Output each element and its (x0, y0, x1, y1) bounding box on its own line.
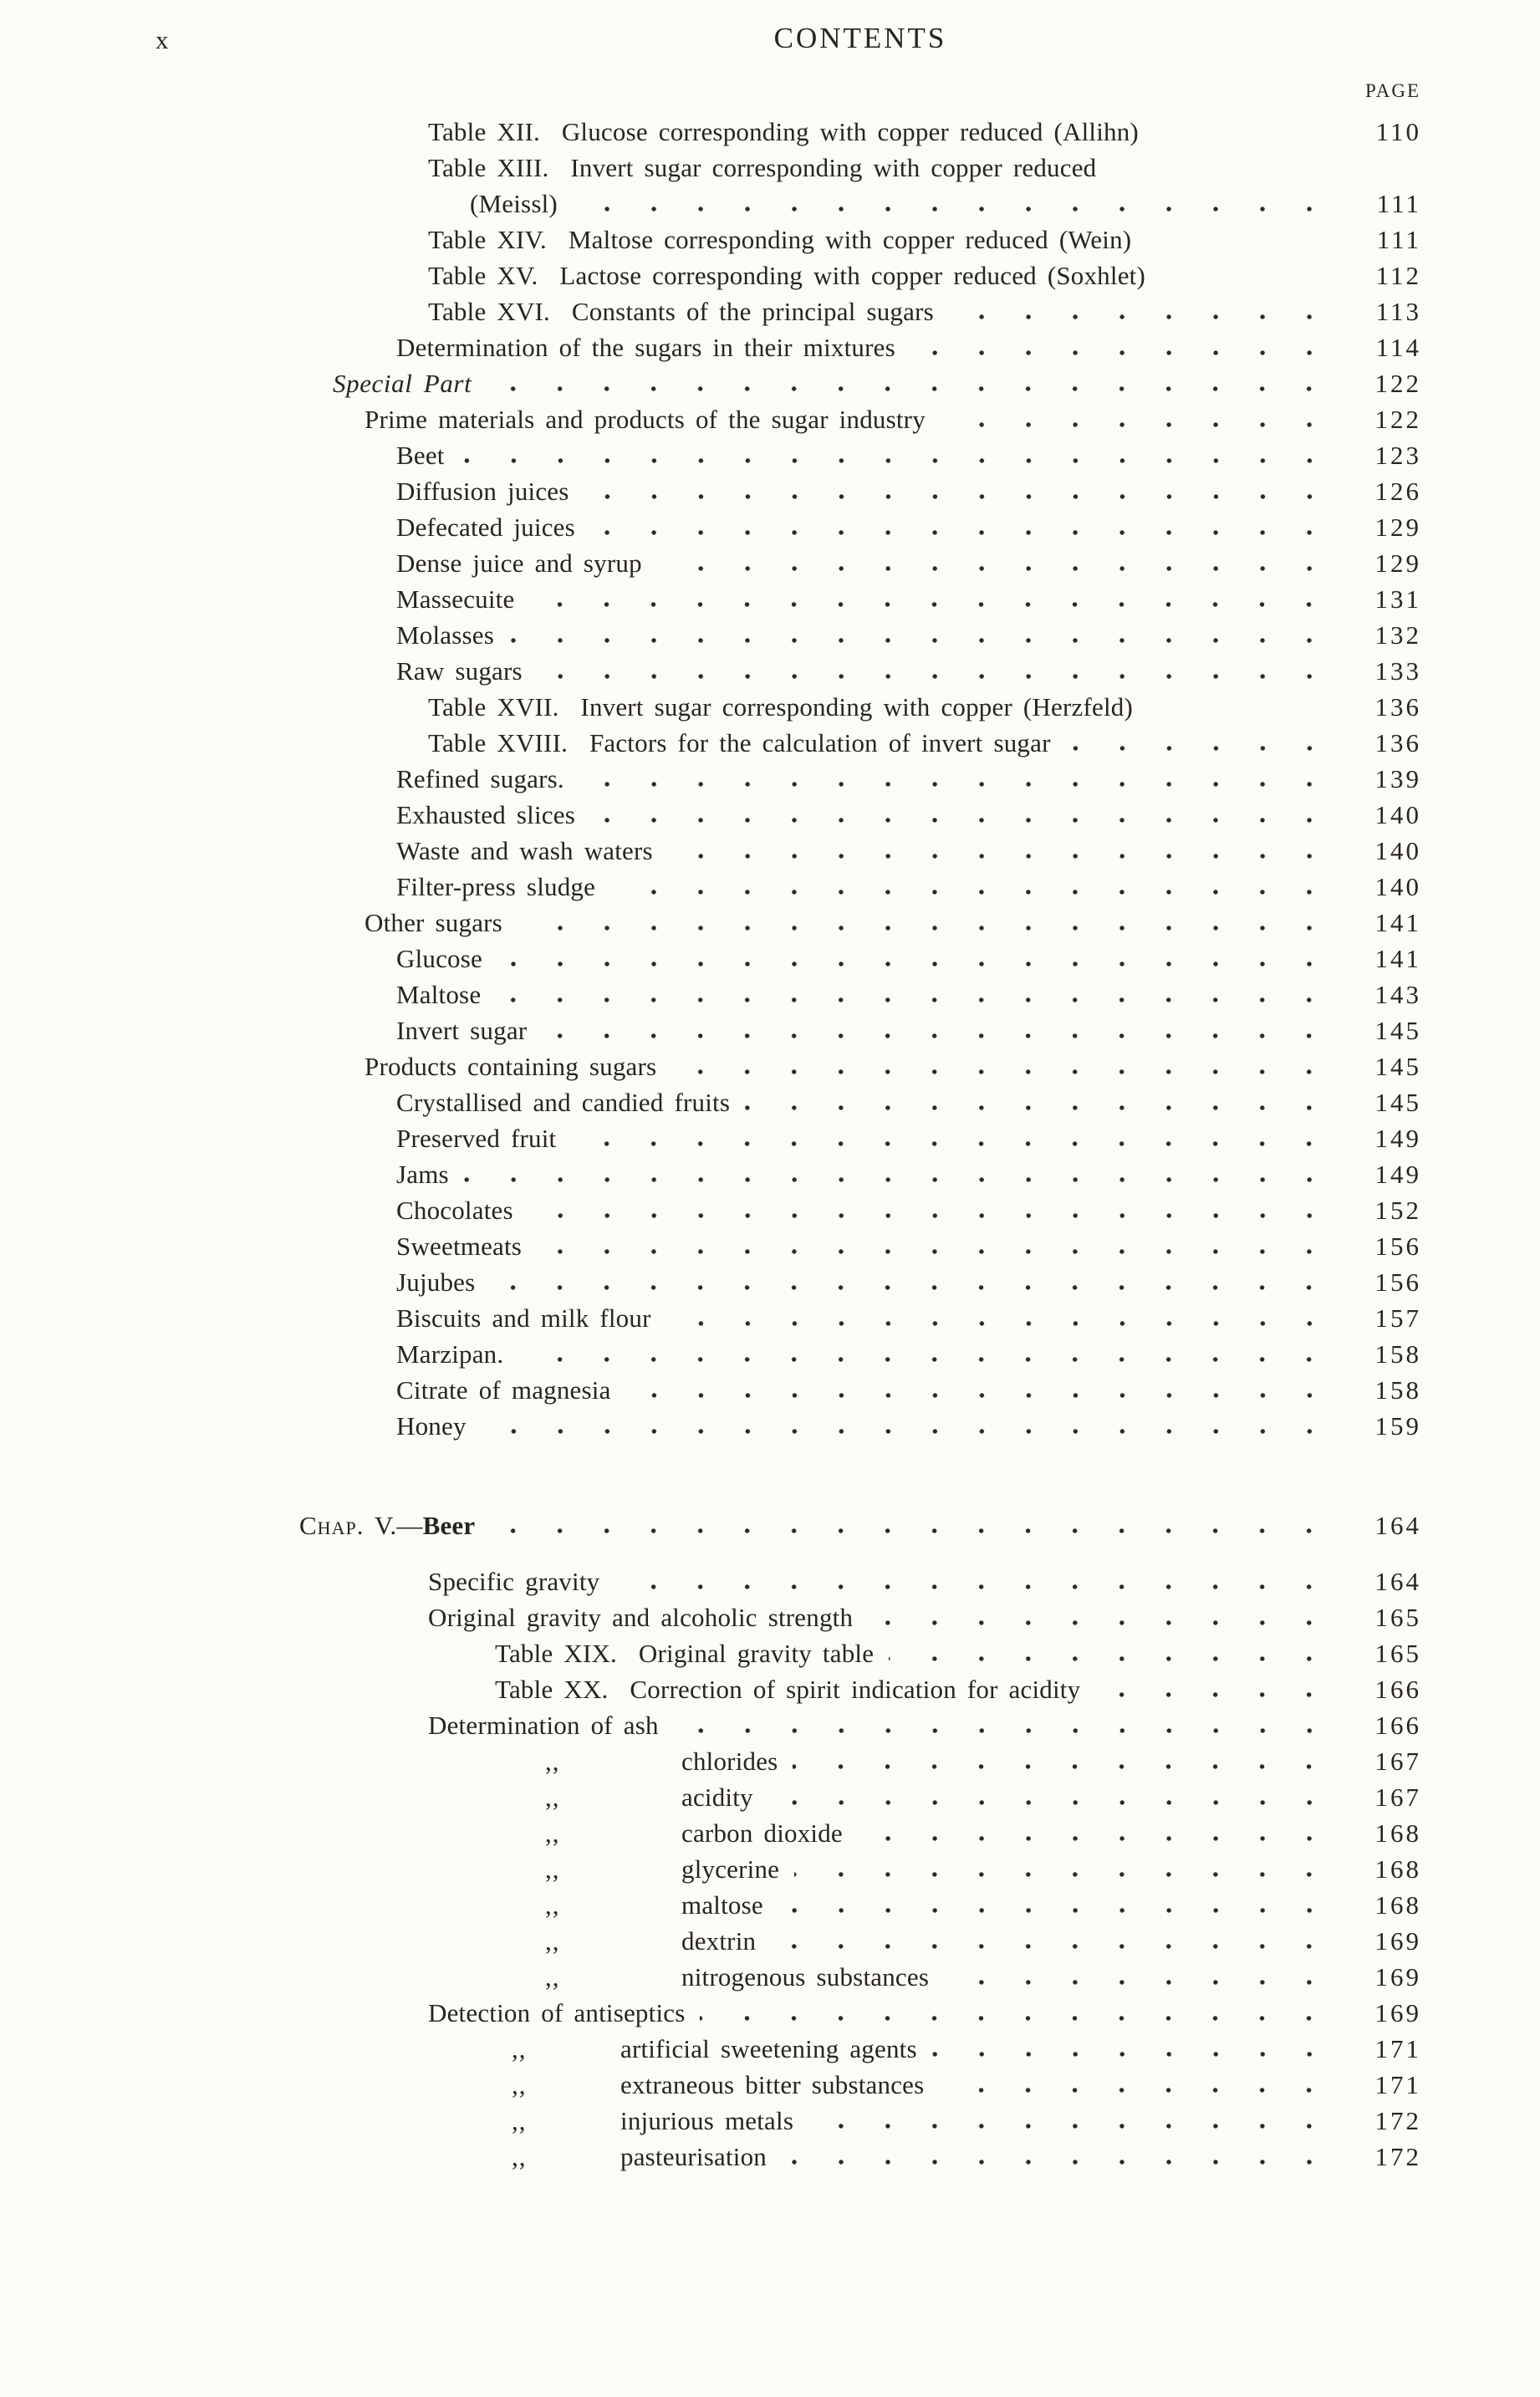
dot-leader (518, 925, 1333, 931)
entry-label: (Meissl) (470, 189, 558, 218)
dot-leader (768, 1799, 1333, 1806)
toc-entry (0, 1339, 1540, 1375)
toc-entry (0, 656, 1540, 692)
dot-leader (1066, 745, 1333, 752)
dot-leader (529, 601, 1333, 608)
entry-label: Detection of antiseptics (428, 1998, 686, 2027)
ditto-mark: ,, (545, 1890, 560, 1920)
entry-page: 133 (1374, 656, 1421, 686)
entry-page: 152 (1374, 1196, 1421, 1225)
entry-page: 129 (1374, 548, 1421, 578)
toc-entry (0, 2106, 1540, 2142)
toc-entry (0, 1016, 1540, 1052)
entry-page: 140 (1374, 872, 1421, 901)
entry-page: 145 (1374, 1016, 1421, 1045)
toc-list (0, 117, 1540, 2178)
toc-entry (0, 800, 1540, 836)
toc-entry (0, 1511, 1540, 1547)
dot-leader (939, 2087, 1333, 2094)
toc-entry (0, 836, 1540, 872)
ditto-mark: ,, (512, 2070, 527, 2099)
entry-page: 156 (1374, 1267, 1421, 1297)
entry-label: Molasses (396, 620, 494, 650)
entry-label-run: V.— (364, 1511, 423, 1540)
entry-page: 168 (1374, 1818, 1421, 1848)
entry-label: Specific gravity (428, 1567, 600, 1596)
entry-page: 123 (1374, 441, 1421, 470)
dot-leader (487, 385, 1333, 392)
entry-page: 149 (1374, 1160, 1421, 1189)
entry-page: 172 (1374, 2142, 1421, 2171)
entry-page: 113 (1375, 297, 1421, 326)
entry-page: 157 (1374, 1303, 1421, 1333)
entry-page: 165 (1374, 1639, 1421, 1668)
entry-label: carbon dioxide (681, 1818, 843, 1848)
entry-label: Diffusion juices (396, 477, 569, 506)
entry-page: 114 (1375, 333, 1421, 362)
toc-entry (0, 1303, 1540, 1339)
toc-entry (0, 153, 1540, 189)
entry-label: injurious metals (620, 2106, 794, 2135)
toc-entry (0, 872, 1540, 908)
toc-entry (0, 1998, 1540, 2034)
entry-page: 172 (1374, 2106, 1421, 2135)
dot-leader (482, 1428, 1333, 1435)
entry-page: 112 (1375, 261, 1421, 290)
entry-label: Maltose (396, 980, 482, 1009)
toc-entry (0, 2070, 1540, 2106)
dot-leader (745, 1104, 1333, 1111)
entry-page: 122 (1374, 405, 1421, 434)
toc-entry (0, 333, 1540, 369)
entry-page: 159 (1374, 1411, 1421, 1441)
dot-leader (808, 2123, 1333, 2129)
dot-leader (657, 565, 1333, 572)
dot-leader (700, 2015, 1333, 2022)
dot-leader (941, 421, 1333, 428)
toc-entry (0, 620, 1540, 656)
dot-leader (944, 1979, 1333, 1986)
entry-page: 145 (1374, 1052, 1421, 1081)
toc-entry (0, 1567, 1540, 1603)
entry-label: Table XIV. Maltose corresponding with copper reduced (Wein) (428, 225, 1132, 254)
dot-leader (889, 1655, 1333, 1662)
toc-entry (0, 1232, 1540, 1267)
dot-leader (509, 637, 1333, 644)
ditto-mark: ,, (512, 2106, 527, 2135)
toc-entry (0, 441, 1540, 477)
dot-leader (460, 457, 1333, 464)
entry-label: Raw sugars (396, 656, 523, 686)
dot-leader (590, 529, 1333, 536)
toc-entry (0, 548, 1540, 584)
entry-page: 158 (1374, 1339, 1421, 1369)
entry-label: Biscuits and milk flour (396, 1303, 651, 1333)
dot-leader (528, 1212, 1333, 1219)
entry-page: 158 (1374, 1375, 1421, 1405)
entry-label: Filter-press sludge (396, 872, 596, 901)
toc-entry (0, 1088, 1540, 1124)
toc-entry (0, 1782, 1540, 1818)
page-column-label: PAGE (1365, 80, 1420, 101)
entry-label: artificial sweetening agents (620, 2034, 917, 2063)
toc-entry (0, 1890, 1540, 1926)
entry-label: Prime materials and products of the sugar industry (365, 405, 926, 434)
entry-label: Refined sugars. (396, 764, 564, 793)
toc-entry (0, 1926, 1540, 1962)
entry-page: 111 (1376, 225, 1421, 254)
toc-entry (0, 1962, 1540, 1998)
dot-leader (674, 1727, 1333, 1734)
ditto-mark: ,, (545, 1854, 560, 1884)
entry-page: 156 (1374, 1232, 1421, 1261)
dot-leader (496, 997, 1333, 1003)
entry-label: Preserved fruit (396, 1124, 557, 1153)
toc-entry (0, 513, 1540, 548)
dot-leader (590, 817, 1333, 824)
ditto-mark: ,, (545, 1926, 560, 1956)
dot-leader (671, 1068, 1333, 1075)
entry-label: Glucose (396, 944, 482, 973)
dot-leader (626, 1392, 1333, 1399)
entry-label: Products containing sugars (365, 1052, 657, 1081)
toc-entry (0, 225, 1540, 261)
entry-label: Citrate of magnesia (396, 1375, 611, 1405)
entry-page: 140 (1374, 800, 1421, 829)
dot-leader (910, 349, 1333, 356)
entry-page: 141 (1374, 908, 1421, 937)
entry-label: Jams (396, 1160, 449, 1189)
entry-label: Other sugars (365, 908, 502, 937)
toc-entry (0, 405, 1540, 441)
dot-leader (794, 1871, 1333, 1878)
dot-leader (793, 1763, 1333, 1770)
entry-page: 111 (1376, 189, 1421, 218)
entry-label: Honey (396, 1411, 467, 1441)
entry-label: Crystallised and candied fruits (396, 1088, 731, 1117)
entry-page: 136 (1374, 728, 1421, 757)
entry-page: 169 (1374, 1926, 1421, 1956)
dot-leader (868, 1619, 1333, 1626)
entry-label-run: Beer (422, 1511, 476, 1540)
entry-page: 145 (1374, 1088, 1421, 1117)
folio-page-number: x (156, 25, 169, 54)
entry-label: pasteurisation (620, 2142, 767, 2171)
entry-label: Table XIII. Invert sugar corresponding with copper reduced (428, 153, 1097, 182)
entry-label: glycerine (681, 1854, 780, 1884)
ditto-mark: ,, (545, 1747, 560, 1776)
entry-label: Determination of the sugars in their mixtures (396, 333, 895, 362)
dot-leader (1095, 1691, 1333, 1698)
entry-label: maltose (681, 1890, 763, 1920)
toc-entry (0, 1160, 1540, 1196)
ditto-mark: ,, (545, 1962, 560, 1992)
dot-leader (666, 1320, 1333, 1327)
entry-page: 131 (1374, 584, 1421, 614)
entry-label: Beet (396, 441, 445, 470)
entry-page: 171 (1374, 2034, 1421, 2063)
entry-label: Determination of ash (428, 1711, 659, 1740)
toc-entry (0, 297, 1540, 333)
toc-entry (0, 944, 1540, 980)
entry-label: Special Part (333, 369, 472, 398)
toc-entry (0, 1267, 1540, 1303)
entry-label: extraneous bitter substances (620, 2070, 925, 2099)
toc-entry (0, 1603, 1540, 1639)
dot-leader (584, 493, 1333, 500)
entry-label: Table XIX. Original gravity table (495, 1639, 875, 1668)
entry-label: chlorides (681, 1747, 778, 1776)
entry-label: Jujubes (396, 1267, 476, 1297)
toc-entry (0, 764, 1540, 800)
ditto-mark: ,, (512, 2034, 527, 2063)
entry-page: 171 (1374, 2070, 1421, 2099)
dot-leader (610, 889, 1333, 895)
dot-leader (464, 1176, 1333, 1183)
dot-leader (932, 2051, 1333, 2058)
ditto-mark: ,, (545, 1782, 560, 1812)
toc-entry (0, 2034, 1540, 2070)
entry-page: 141 (1374, 944, 1421, 973)
dot-leader (579, 781, 1333, 788)
dot-leader (771, 1943, 1333, 1950)
toc-entry (0, 261, 1540, 297)
entry-label: dextrin (681, 1926, 757, 1956)
entry-page: 140 (1374, 836, 1421, 865)
toc-entry (0, 2142, 1540, 2178)
entry-page: 166 (1374, 1711, 1421, 1740)
contents-heading: CONTENTS (773, 22, 947, 54)
entry-label: Table XVI. Constants of the principal sugars (428, 297, 934, 326)
toc-entry (0, 980, 1540, 1016)
toc-entry (0, 1854, 1540, 1890)
entry-label: acidity (681, 1782, 753, 1812)
dot-leader (497, 961, 1333, 967)
entry-label: nitrogenous substances (681, 1962, 930, 1992)
toc-entry (0, 908, 1540, 944)
dot-leader (518, 1356, 1333, 1363)
ditto-mark: ,, (512, 2142, 527, 2171)
entry-page: 166 (1374, 1675, 1421, 1704)
entry-page: 167 (1374, 1747, 1421, 1776)
entry-page: 136 (1374, 692, 1421, 722)
toc-entry (0, 1375, 1540, 1411)
entry-label: Sweetmeats (396, 1232, 523, 1261)
entry-page: 126 (1374, 477, 1421, 506)
toc-entry (0, 1411, 1540, 1447)
toc-entry (0, 728, 1540, 764)
entry-label: Chocolates (396, 1196, 513, 1225)
dot-leader (490, 1527, 1333, 1534)
toc-entry (0, 189, 1540, 225)
dot-leader (778, 1907, 1333, 1914)
entry-label: Table XVIII. Factors for the calculation of invert sugar (428, 728, 1051, 757)
dot-leader (858, 1835, 1333, 1842)
entry-page: 168 (1374, 1890, 1421, 1920)
entry-label: Invert sugar (396, 1016, 528, 1045)
entry-page: 149 (1374, 1124, 1421, 1153)
entry-page: 165 (1374, 1603, 1421, 1632)
entry-label: Defecated juices (396, 513, 575, 542)
entry-label-run: Chap. (299, 1511, 365, 1540)
entry-page: 143 (1374, 980, 1421, 1009)
toc-entry (0, 1639, 1540, 1675)
dot-leader (668, 853, 1333, 859)
entry-page: 169 (1374, 1998, 1421, 2027)
entry-page: 168 (1374, 1854, 1421, 1884)
entry-page: 164 (1374, 1567, 1421, 1596)
entry-label: Table XX. Correction of spirit indication for acidity (495, 1675, 1081, 1704)
entry-label: Dense juice and syrup (396, 548, 642, 578)
entry-page: 122 (1374, 369, 1421, 398)
toc-entry (0, 477, 1540, 513)
entry-page: 110 (1375, 117, 1421, 146)
toc-entry (0, 369, 1540, 405)
entry-label: Marzipan. (396, 1339, 504, 1369)
toc-entry (0, 1675, 1540, 1711)
toc-entry (0, 117, 1540, 153)
dot-leader (538, 673, 1333, 680)
toc-entry (0, 1818, 1540, 1854)
toc-entry (0, 584, 1540, 620)
dot-leader (490, 1284, 1333, 1291)
dot-leader (542, 1033, 1333, 1039)
dot-leader (782, 2159, 1333, 2165)
toc-entry (0, 1711, 1540, 1747)
entry-page: 139 (1374, 764, 1421, 793)
toc-entry (0, 1196, 1540, 1232)
entry-label: Table XVII. Invert sugar corresponding with copper (Herzfeld) (428, 692, 1134, 722)
entry-page: 129 (1374, 513, 1421, 542)
entry-label (299, 1511, 475, 1541)
dot-leader (949, 314, 1333, 320)
toc-entry (0, 1052, 1540, 1088)
entry-label: Table XV. Lactose corresponding with copper reduced (Soxhlet) (428, 261, 1145, 290)
entry-label: Table XII. Glucose corresponding with copper reduced (Allihn) (428, 117, 1139, 146)
toc-entry (0, 1747, 1540, 1782)
entry-page: 167 (1374, 1782, 1421, 1812)
toc-entry (0, 692, 1540, 728)
dot-leader (537, 1248, 1333, 1255)
entry-page: 132 (1374, 620, 1421, 650)
entry-page: 164 (1374, 1511, 1421, 1540)
dot-leader (571, 1140, 1333, 1147)
dot-leader (614, 1584, 1333, 1590)
entry-label: Massecuite (396, 584, 515, 614)
entry-label: Exhausted slices (396, 800, 575, 829)
toc-entry (0, 1124, 1540, 1160)
entry-page: 169 (1374, 1962, 1421, 1992)
entry-label: Original gravity and alcoholic strength (428, 1603, 854, 1632)
ditto-mark: ,, (545, 1818, 560, 1848)
dot-leader (573, 206, 1333, 212)
entry-label: Waste and wash waters (396, 836, 653, 865)
